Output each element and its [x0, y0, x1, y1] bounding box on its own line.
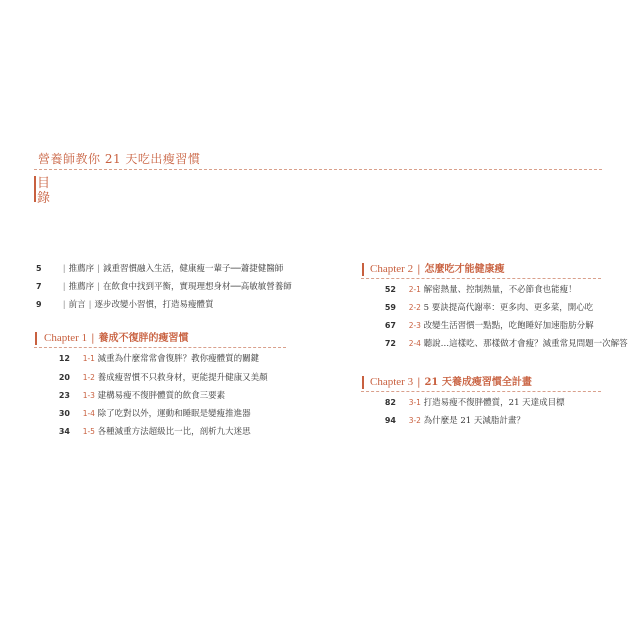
chapter-2-heading[interactable]: Chapter 2 | 怎麼吃才能健康瘦	[370, 263, 505, 275]
page-number: 94	[384, 416, 396, 425]
entry-type: 推薦序	[68, 264, 95, 274]
entry-text: 為什麼是 21 天減脂計畫？	[423, 416, 525, 426]
section-id: 1-4	[82, 409, 95, 418]
chapter-label: Chapter 1	[44, 332, 88, 344]
page-number: 67	[384, 321, 396, 330]
entry-text: 5 要訣提高代謝率：更多肉、更多菜，開心吃	[423, 303, 594, 313]
chapter-label: Chapter 2	[370, 263, 414, 275]
toc-entry[interactable]	[52, 425, 251, 439]
chapter-3-mark	[362, 376, 364, 389]
page-number: 52	[384, 285, 396, 294]
chapter-2-mark	[362, 263, 364, 276]
toc-entry[interactable]	[378, 414, 525, 428]
chapter-1-rule	[34, 347, 286, 349]
preface-row[interactable]: 7 | 推薦序 | 在飲食中找到平衡，實現理想身材──高敏敏營養師	[36, 282, 292, 292]
section-id: 2-4	[408, 339, 421, 348]
section-id: 3-1	[408, 398, 421, 407]
entry-text: 減重為什麼常常會復胖？教你瘦體質的關鍵	[97, 354, 260, 364]
page-number: 23	[58, 391, 70, 400]
preface-row[interactable]: 5 | 推薦序 | 減重習慣融入生活，健康瘦一輩子──蕭捷健醫師	[36, 264, 284, 274]
toc-accent-bar	[34, 176, 36, 202]
toc-entry[interactable]	[378, 319, 594, 333]
entry-type: 推薦序	[68, 282, 95, 292]
entry-text: 改變生活習慣一點點，吃飽睡好加速脂肪分解	[423, 321, 594, 331]
page-number: 20	[58, 373, 70, 382]
entry-text: 逐步改變小習慣，打造易瘦體質	[94, 300, 214, 310]
toc-entry[interactable]	[378, 283, 577, 297]
entry-text: 減重習慣融入生活，健康瘦一輩子──蕭捷健醫師	[102, 264, 284, 274]
page-number: 9	[36, 300, 42, 309]
toc-entry[interactable]	[378, 301, 593, 315]
title-rule	[34, 169, 602, 170]
preface-row[interactable]: 9 | 前言 | 逐步改變小習慣，打造易瘦體質	[36, 300, 214, 310]
chapter-2-rule	[361, 278, 601, 280]
entry-text: 在飲食中找到平衡，實現理想身材──高敏敏營養師	[102, 282, 292, 292]
entry-text: 各種減重方法超級比一比，剖析九大迷思	[97, 427, 251, 437]
page-number: 34	[58, 427, 70, 436]
toc-entry[interactable]	[52, 407, 251, 421]
entry-text: 養成瘦習慣不只救身材，更能提升健康又美顏	[97, 373, 268, 383]
chapter-title: 21 天養成瘦習慣全計畫	[424, 377, 532, 388]
entry-text: 除了吃對以外，運動和睡眠是變瘦推進器	[97, 409, 251, 419]
page-number: 30	[58, 409, 70, 418]
section-id: 2-3	[408, 321, 421, 330]
toc-entry[interactable]	[52, 371, 268, 385]
page-number: 72	[384, 339, 396, 348]
page-number: 82	[384, 398, 396, 407]
entry-text: 聽說…這樣吃、那樣做才會瘦？減重常見問題一次解答	[423, 339, 628, 349]
section-id: 1-5	[82, 427, 95, 436]
page-number: 7	[36, 282, 42, 291]
section-id: 1-1	[82, 354, 95, 363]
section-id: 1-2	[82, 373, 95, 382]
entry-text: 建構易瘦不復胖體質的飲食三要素	[97, 391, 226, 401]
chapter-title: 養成不復胖的瘦習慣	[98, 333, 189, 344]
toc-heading: 目錄	[37, 176, 51, 206]
section-id: 2-1	[408, 285, 421, 294]
section-id: 1-3	[82, 391, 95, 400]
section-id: 2-2	[408, 303, 421, 312]
chapter-label: Chapter 3	[370, 376, 414, 388]
toc-entry[interactable]	[52, 352, 259, 366]
toc-entry[interactable]	[378, 396, 565, 410]
chapter-title: 怎麼吃才能健康瘦	[424, 264, 505, 275]
chapter-1-heading[interactable]: Chapter 1 | 養成不復胖的瘦習慣	[44, 332, 189, 344]
page-number: 59	[384, 303, 396, 312]
entry-type: 前言	[68, 300, 86, 310]
toc-entry[interactable]	[52, 389, 225, 403]
page-number: 12	[58, 354, 70, 363]
chapter-3-heading[interactable]: Chapter 3 | 21 天養成瘦習慣全計畫	[370, 376, 532, 388]
toc-entry[interactable]	[378, 337, 628, 351]
entry-text: 打造易瘦不復胖體質，21 天達成目標	[423, 398, 565, 408]
page-number: 5	[36, 264, 42, 273]
entry-text: 解密熱量、控制熱量，不必節食也能瘦！	[423, 285, 577, 295]
chapter-3-rule	[361, 391, 601, 393]
chapter-1-mark	[35, 332, 37, 345]
section-id: 3-2	[408, 416, 421, 425]
book-title: 營養師教你 21 天吃出瘦習慣	[38, 152, 201, 166]
